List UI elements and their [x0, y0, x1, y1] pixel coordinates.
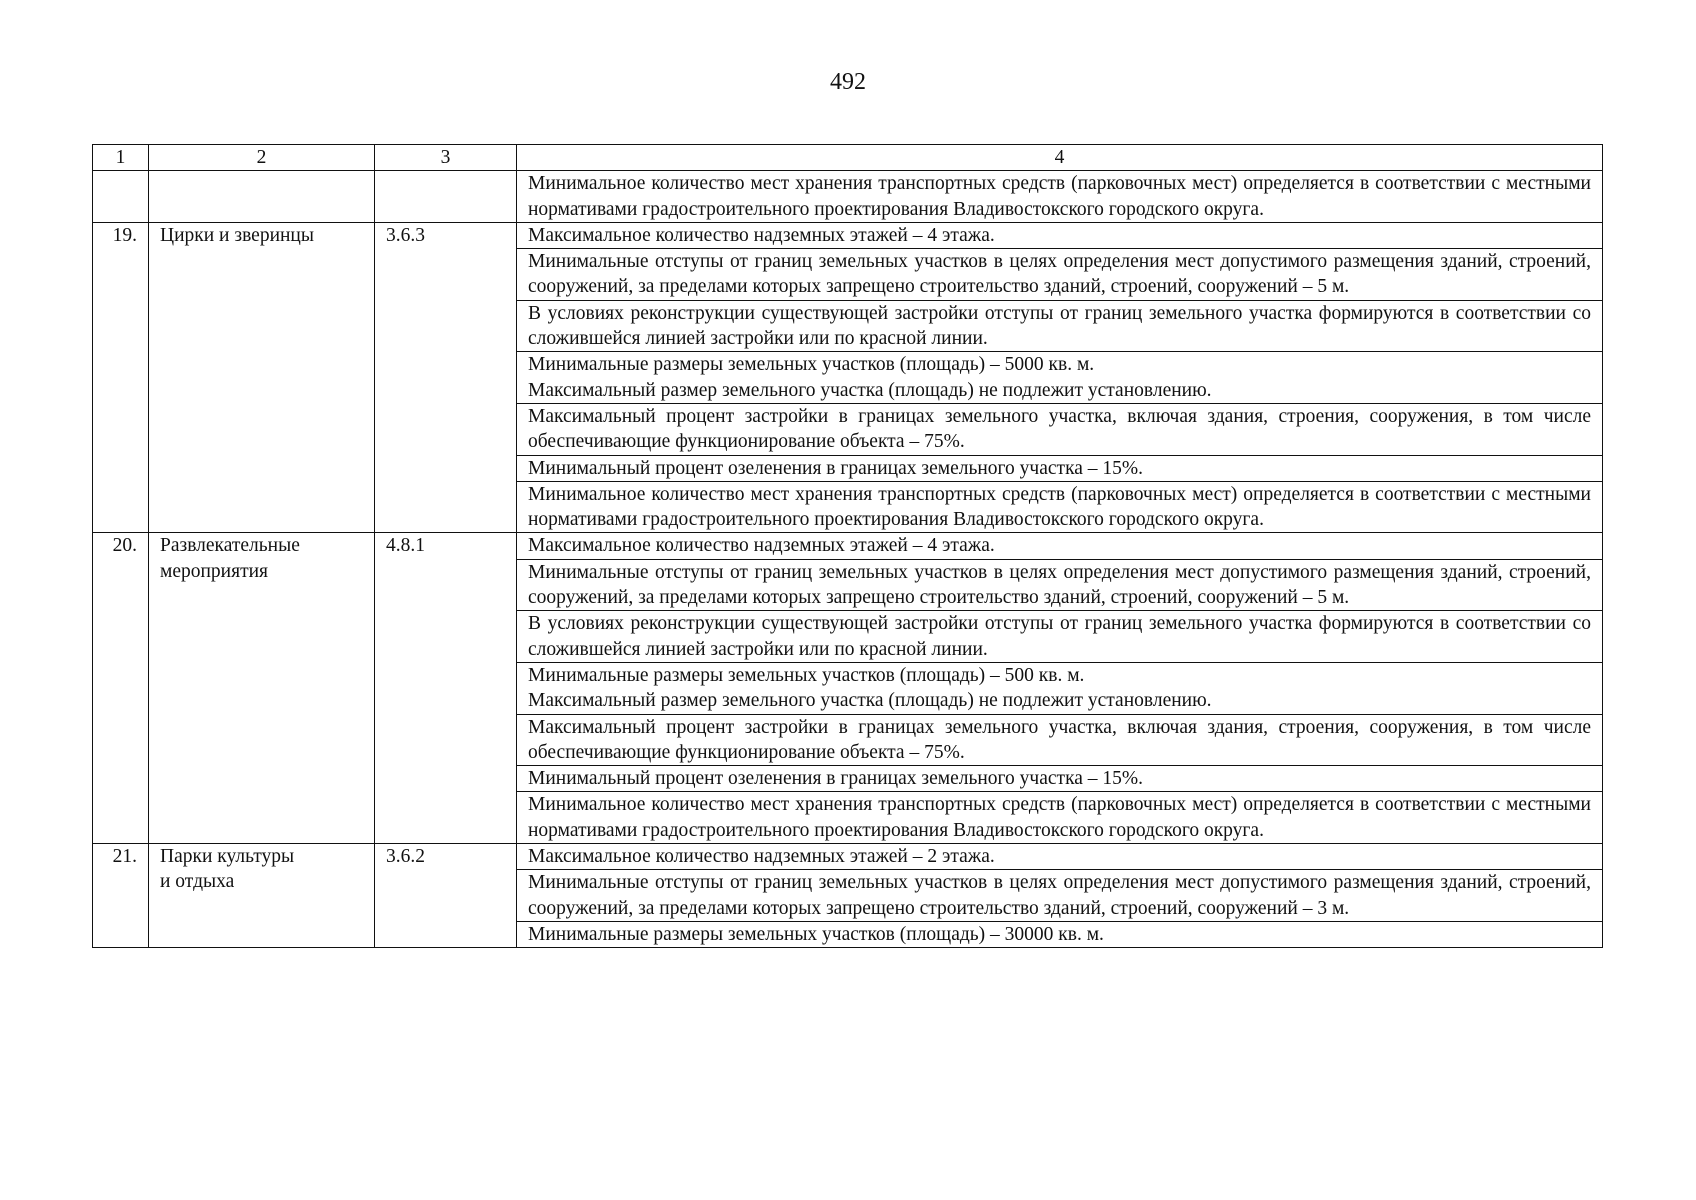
use-code: 3.6.2 [375, 844, 517, 948]
param-parking: Минимальное количество мест хранения транспортных средств (парковочных мест) определяется в соответствии с местными нормативами градостроительного проектирования Владивостокского городского округа. [517, 481, 1603, 533]
use-name: Цирки и зверинцы [149, 222, 375, 533]
table-row-19 [93, 222, 1603, 248]
param-min-setbacks: Минимальные отступы от границ земельных участков в целях определения мест допустимого размещения зданий, строений, сооружений, за пределами которых запрещено строительство зданий, строений, сооружений – 5 м. [517, 249, 1603, 301]
param-max-floors: Максимальное количество надземных этажей – 2 этажа. [517, 844, 1603, 870]
param-parking: Минимальное количество мест хранения транспортных средств (парковочных мест) определяется в соответствии с местными нормативами градостроительного проектирования Владивостокского городского округа. [517, 792, 1603, 844]
use-name-line-2: и отдыха [160, 871, 235, 893]
param-reconstruction: В условиях реконструкции существующей застройки отступы от границ земельного участка формируются в соответствии со сложившейся линией застройки или по красной линии. [517, 300, 1603, 352]
param-min-plot-size: Минимальные размеры земельных участков (площадь) – 500 кв. м. [528, 664, 1085, 686]
param-min-plot-size: Минимальные размеры земельных участков (площадь) – 30000 кв. м. [517, 921, 1603, 947]
param-min-greening: Минимальный процент озеленения в границах земельного участка – 15%. [517, 455, 1603, 481]
use-code: 3.6.3 [375, 222, 517, 533]
continuation-name-cell [149, 171, 375, 223]
param-plot-size [517, 352, 1603, 404]
column-header-2: 2 [149, 145, 375, 171]
param-min-greening: Минимальный процент озеленения в границах земельного участка – 15%. [517, 766, 1603, 792]
use-name-line-1: Парки культуры [160, 846, 295, 868]
param-max-coverage: Максимальный процент застройки в границах земельного участка, включая здания, строения, сооружения, в том числе обеспечивающие функционирование объекта – 75%. [517, 403, 1603, 455]
use-name [149, 844, 375, 948]
column-header-1: 1 [93, 145, 149, 171]
continuation-parking-text: Минимальное количество мест хранения транспортных средств (парковочных мест) определяется в соответствии с местными нормативами градостроительного проектирования Владивостокского городского округа. [517, 171, 1603, 223]
column-header-3: 3 [375, 145, 517, 171]
param-min-setbacks: Минимальные отступы от границ земельных участков в целях определения мест допустимого размещения зданий, строений, сооружений, за пределами которых запрещено строительство зданий, строений, сооружений – 5 м. [517, 559, 1603, 611]
table-header-row [93, 145, 1603, 171]
continuation-code-cell [375, 171, 517, 223]
param-min-setbacks: Минимальные отступы от границ земельных участков в целях определения мест допустимого размещения зданий, строений, сооружений, за пределами которых запрещено строительство зданий, строений, сооружений – 3 м. [517, 870, 1603, 922]
param-plot-size [517, 662, 1603, 714]
table-row-20 [93, 533, 1603, 559]
row-number: 20. [93, 533, 149, 844]
param-max-coverage: Максимальный процент застройки в границах земельного участка, включая здания, строения, сооружения, в том числе обеспечивающие функционирование объекта – 75%. [517, 714, 1603, 766]
param-reconstruction: В условиях реконструкции существующей застройки отступы от границ земельного участка формируются в соответствии со сложившейся линией застройки или по красной линии. [517, 611, 1603, 663]
column-header-4: 4 [517, 145, 1603, 171]
param-max-floors: Максимальное количество надземных этажей – 4 этажа. [517, 222, 1603, 248]
use-name: Развлекательные мероприятия [149, 533, 375, 844]
use-code: 4.8.1 [375, 533, 517, 844]
param-max-plot-size: Максимальный размер земельного участка (площадь) не подлежит установлению. [528, 690, 1212, 712]
param-max-floors: Максимальное количество надземных этажей – 4 этажа. [517, 533, 1603, 559]
param-max-plot-size: Максимальный размер земельного участка (площадь) не подлежит установлению. [528, 379, 1212, 401]
continuation-num-cell [93, 171, 149, 223]
page-number: 492 [830, 69, 866, 95]
param-min-plot-size: Минимальные размеры земельных участков (площадь) – 5000 кв. м. [528, 354, 1095, 376]
table-row-21 [93, 844, 1603, 870]
regulations-table [92, 144, 1603, 948]
row-number: 21. [93, 844, 149, 948]
row-number: 19. [93, 222, 149, 533]
continuation-row [93, 171, 1603, 223]
